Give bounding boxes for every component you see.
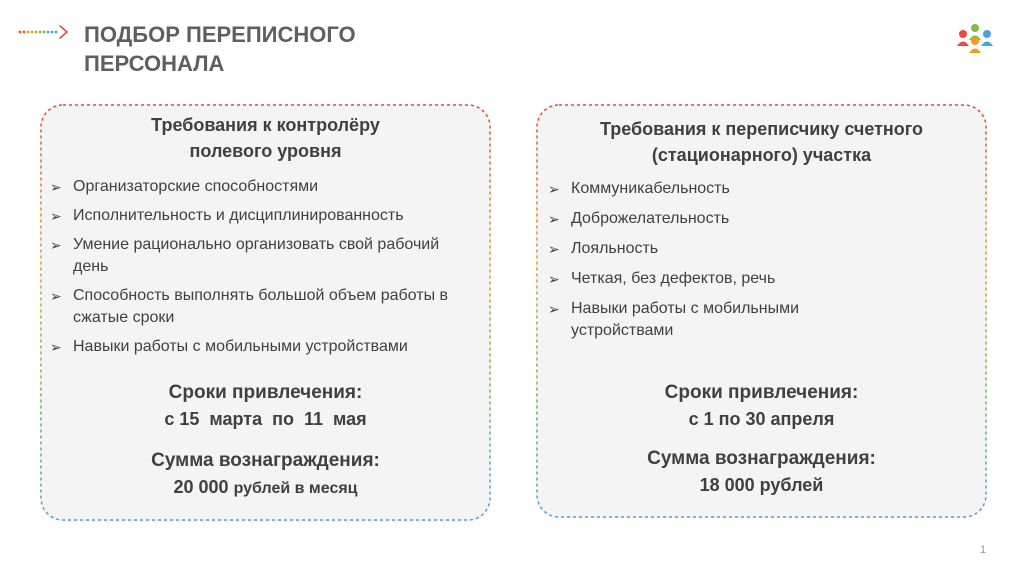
requirement-text: Навыки работы с мобильными устройствами	[571, 300, 800, 339]
list-item	[548, 298, 871, 342]
reward-block	[40, 448, 491, 502]
card-heading-line-1: Требования к переписчику счетного	[599, 119, 924, 139]
period-label: Сроки привлечения:	[664, 382, 859, 403]
reward-value: 18 000 рублей	[699, 475, 824, 495]
card-heading	[536, 116, 987, 168]
census-people-logo-icon	[954, 20, 996, 54]
requirement-text: Доброжелательность	[571, 210, 730, 227]
card-heading-line-2: полевого уровня	[189, 141, 342, 161]
arrow-bullet-icon: ➢	[50, 208, 62, 224]
arrow-bullet-icon: ➢	[548, 271, 560, 287]
period-value: с 1 по 30 апреля	[688, 409, 835, 429]
card-heading	[40, 112, 491, 164]
arrow-bullet-icon: ➢	[50, 288, 62, 304]
period-label: Сроки привлечения:	[168, 382, 363, 403]
list-item	[50, 234, 443, 278]
card-heading-line-1: Требования к контролёру	[151, 115, 380, 135]
requirements-list	[548, 178, 868, 342]
arrow-bullet-icon: ➢	[50, 339, 62, 355]
list-item	[50, 205, 485, 227]
reward-label: Сумма вознаграждения:	[151, 450, 380, 471]
list-item	[50, 336, 485, 358]
requirement-text: Умение рационально организовать свой рабочий день	[73, 236, 440, 275]
engagement-period	[40, 380, 491, 432]
list-item	[548, 178, 868, 200]
arrow-bullet-icon: ➢	[50, 237, 62, 253]
page-title	[84, 20, 504, 78]
requirement-text: Исполнительность и дисциплинированность	[73, 207, 404, 224]
list-item	[50, 285, 453, 329]
arrow-bullet-icon: ➢	[548, 301, 560, 317]
list-item	[548, 208, 868, 230]
list-item	[548, 238, 868, 260]
requirement-text: Способность выполнять большой объем работы в сжатые сроки	[73, 287, 449, 326]
arrow-bullet-icon: ➢	[548, 211, 560, 227]
enumerator-requirements-card	[536, 104, 987, 518]
requirements-list	[50, 176, 485, 358]
reward-unit: рублей в месяц	[233, 480, 358, 497]
reward-label: Сумма вознаграждения:	[647, 448, 876, 469]
page-title-line-2: ПЕРСОНАЛА	[84, 51, 225, 76]
arrow-bullet-icon: ➢	[548, 241, 560, 257]
list-item	[50, 176, 485, 198]
engagement-period	[536, 380, 987, 432]
requirement-text: Организаторские способностями	[73, 178, 319, 195]
requirement-text: Коммуникабельность	[571, 180, 730, 197]
requirement-text: Навыки работы с мобильными устройствами	[73, 338, 408, 355]
requirement-text: Четкая, без дефектов, речь	[571, 270, 776, 287]
page-title-line-1: ПОДБОР ПЕРЕПИСНОГО	[84, 22, 356, 47]
reward-amount: 20 000	[173, 477, 229, 497]
requirement-text: Лояльность	[571, 240, 659, 257]
list-item	[548, 268, 868, 290]
arrow-bullet-icon: ➢	[548, 181, 560, 197]
arrow-bullet-icon: ➢	[50, 179, 62, 195]
controller-requirements-card	[40, 104, 491, 521]
dotted-arrow-icon	[18, 24, 70, 40]
period-value: с 15 марта по 11 мая	[164, 409, 367, 429]
card-heading-line-2: (стационарного) участка	[651, 145, 872, 165]
reward-block	[536, 446, 987, 498]
reward-value	[40, 474, 491, 502]
page-number: 1	[980, 544, 987, 556]
